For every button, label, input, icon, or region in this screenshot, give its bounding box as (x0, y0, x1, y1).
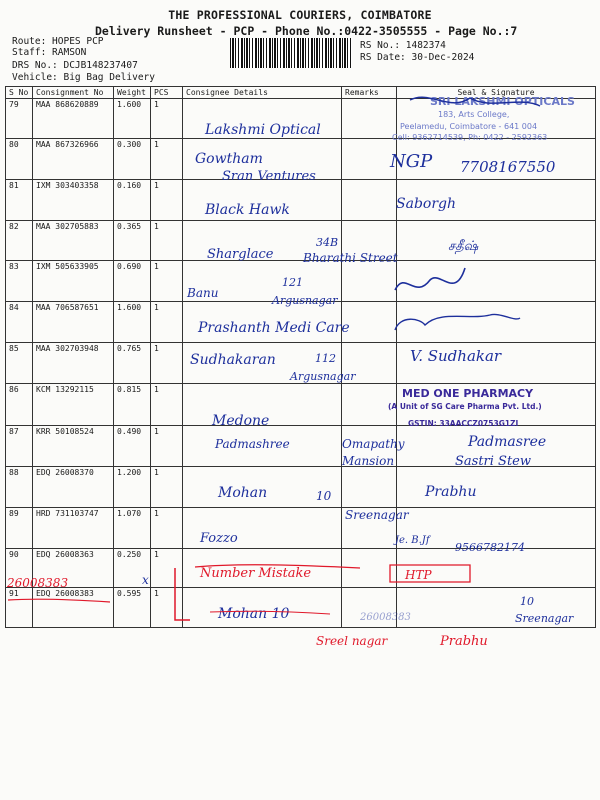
row-consignee (183, 384, 342, 426)
row-consignee (183, 180, 342, 221)
row-pcs: 1 (151, 343, 183, 384)
drs-label: DRS No.: DCJB148237407 (12, 60, 138, 71)
row-consignee (183, 588, 342, 628)
row-sno: 83 (6, 261, 33, 302)
row-seal (397, 99, 596, 139)
table-row (6, 221, 596, 261)
row-consignment: EDQ 26008363 (33, 549, 114, 588)
rs-date: RS Date: 30-Dec-2024 (360, 52, 475, 63)
row87-consignee: Padmashree (215, 437, 290, 451)
row-consignee (183, 221, 342, 261)
row-remarks (342, 508, 397, 549)
row90-cross-mark: x (142, 573, 149, 587)
col-seal: Seal & Signature (397, 87, 596, 99)
row83-door: 121 (282, 276, 303, 289)
table-row (6, 302, 596, 343)
row85-area: Argusnagar (290, 370, 356, 383)
row-weight: 0.815 (114, 384, 151, 426)
row-remarks (342, 302, 397, 343)
table-row (6, 139, 596, 180)
row-pcs: 1 (151, 99, 183, 139)
table-row (6, 508, 596, 549)
row-seal (397, 139, 596, 180)
row82-consignee: Sharglace (207, 247, 274, 262)
row-sno: 84 (6, 302, 33, 343)
row-seal (397, 426, 596, 467)
opticals-stamp-name: SRI LAKSHMI OPTICALS (430, 95, 575, 108)
row-seal (397, 180, 596, 221)
col-weight: Weight (114, 87, 151, 99)
row-sno: 88 (6, 467, 33, 508)
row-seal (397, 302, 596, 343)
row85-consignee: Sudhakaran (190, 352, 276, 368)
row88-signature: Prabhu (425, 484, 477, 500)
row82-door: 34B (316, 236, 339, 249)
row-remarks (342, 180, 397, 221)
row-weight: 0.765 (114, 343, 151, 384)
row-pcs: 1 (151, 221, 183, 261)
row-weight: 0.490 (114, 426, 151, 467)
table-row (6, 343, 596, 384)
opticals-stamp-line2: Peelamedu, Coimbatore - 641 004 (400, 122, 538, 131)
row88-consignee: Mohan (218, 485, 268, 501)
row91-consignee: Mohan 10 (218, 606, 290, 622)
row-remarks (342, 99, 397, 139)
row82-signature: சதீஷ் (448, 239, 479, 254)
col-remarks: Remarks (342, 87, 397, 99)
row-weight: 0.690 (114, 261, 151, 302)
row80-consignee-1: Gowtham (195, 151, 263, 167)
row-sno: 90 (6, 549, 33, 588)
row80-consignee-2: Sran Ventures (222, 169, 316, 184)
table-row (6, 180, 596, 221)
row79-consignee: Lakshmi Optical (205, 122, 321, 138)
row-sno: 79 (6, 99, 33, 139)
row-weight: 0.365 (114, 221, 151, 261)
col-consignment: Consignment No (33, 87, 114, 99)
row89-consignee: Fozzo (200, 531, 238, 546)
row-consignment: EDQ 26008383 (33, 588, 114, 628)
row90-htp: HTP (405, 568, 432, 582)
row-consignment: MAA 868620889 (33, 99, 114, 139)
pharmacy-stamp-line1: (A Unit of SG Care Pharma Pvt. Ltd.) (388, 402, 542, 411)
rs-number: RS No.: 1482374 (360, 40, 446, 51)
row-remarks (342, 139, 397, 180)
row-weight: 0.250 (114, 549, 151, 588)
row-consignee (183, 343, 342, 384)
row-consignee (183, 139, 342, 180)
row91-red-area: Sreel nagar (316, 634, 388, 648)
row-sno: 91 (6, 588, 33, 628)
row-consignee (183, 508, 342, 549)
table-row (6, 426, 596, 467)
row-sno: 86 (6, 384, 33, 426)
row-consignment: MAA 302705883 (33, 221, 114, 261)
row-seal (397, 384, 596, 426)
col-pcs: PCS (151, 87, 183, 99)
row-pcs: 1 (151, 549, 183, 588)
row-sno: 81 (6, 180, 33, 221)
row-consignee (183, 261, 342, 302)
row89-phone: 9566782174 (455, 541, 525, 554)
pharmacy-stamp-name: MED ONE PHARMACY (402, 387, 534, 400)
row86-consignee: Medone (212, 413, 270, 429)
row-weight: 1.200 (114, 467, 151, 508)
row-pcs: 1 (151, 426, 183, 467)
row91-door: 10 (520, 595, 534, 608)
row-seal (397, 343, 596, 384)
row89-signature: Je. B.Jf (395, 535, 430, 546)
row83-area: Argusnagar (272, 294, 338, 307)
col-sno: S No (6, 87, 33, 99)
row-sno: 87 (6, 426, 33, 467)
row-sno: 80 (6, 139, 33, 180)
row-seal (397, 467, 596, 508)
row85-door: 112 (315, 352, 336, 365)
vehicle-label: Vehicle: Big Bag Delivery (12, 72, 155, 83)
row90-remark: Number Mistake (200, 566, 312, 581)
row-remarks (342, 261, 397, 302)
row-consignment: MAA 706587651 (33, 302, 114, 343)
row-consignment: IXM 303403358 (33, 180, 114, 221)
row-consignment: MAA 867326966 (33, 139, 114, 180)
row-pcs: 1 (151, 384, 183, 426)
row-consignment: KCM 13292115 (33, 384, 114, 426)
row-consignment: EDQ 26008370 (33, 467, 114, 508)
row-remarks (342, 343, 397, 384)
row-consignment: MAA 302703948 (33, 343, 114, 384)
runsheet-table (5, 86, 596, 628)
row-pcs: 1 (151, 261, 183, 302)
row-pcs: 1 (151, 588, 183, 628)
table-row (6, 384, 596, 426)
row-pcs: 1 (151, 139, 183, 180)
staff-label: Staff: RAMSON (12, 47, 87, 58)
row-remarks (342, 588, 397, 628)
row87-signature: Padmasree (468, 434, 547, 450)
row88-area: Sreenagar (345, 508, 409, 522)
row-seal (397, 508, 596, 549)
row-consignment: KRR 50108524 (33, 426, 114, 467)
row-remarks (342, 384, 397, 426)
row-consignment: HRD 731103747 (33, 508, 114, 549)
row91-faded-number: 26008383 (360, 612, 411, 623)
row87-building-2: Mansion (342, 454, 395, 468)
row-seal (397, 261, 596, 302)
table-row (6, 261, 596, 302)
row83-consignee: Banu (187, 286, 219, 300)
row-consignee (183, 426, 342, 467)
table-header-row (6, 87, 596, 99)
runsheet-title: Delivery Runsheet - PCP - Phone No.:0422-3505555 - Page No.:7 (95, 24, 518, 38)
row-pcs: 1 (151, 302, 183, 343)
row88-door: 10 (316, 489, 332, 503)
row-weight: 0.595 (114, 588, 151, 628)
barcode (230, 38, 352, 68)
row80-phone: 7708167550 (460, 158, 556, 176)
row80-signature: NGP (390, 151, 433, 172)
row-seal (397, 588, 596, 628)
row-remarks (342, 426, 397, 467)
row-remarks (342, 467, 397, 508)
row-weight: 0.160 (114, 180, 151, 221)
table-row (6, 588, 596, 628)
row-consignee (183, 467, 342, 508)
row-seal (397, 221, 596, 261)
row-weight: 1.600 (114, 302, 151, 343)
table-row (6, 467, 596, 508)
row-consignee (183, 99, 342, 139)
opticals-stamp-line1: 183, Arts College, (438, 110, 510, 119)
row-weight: 1.600 (114, 99, 151, 139)
pharmacy-stamp-line2: GSTIN: 33AACCZ0753G1ZI (408, 419, 519, 428)
row82-street: Bharathi Street (303, 251, 398, 265)
table-row (6, 549, 596, 588)
row-weight: 0.300 (114, 139, 151, 180)
row-consignment: IXM 505633905 (33, 261, 114, 302)
row91-red-signature: Prabhu (440, 634, 488, 649)
row-weight: 1.070 (114, 508, 151, 549)
row-sno: 85 (6, 343, 33, 384)
col-consignee: Consignee Details (183, 87, 342, 99)
row85-signature: V. Sudhakar (410, 347, 502, 365)
row-pcs: 1 (151, 467, 183, 508)
row81-consignee: Black Hawk (205, 202, 290, 218)
opticals-stamp-line3: Cell: 9362714539, Ph: 0422 - 2592363 (392, 133, 548, 142)
table-row (6, 99, 596, 139)
row-remarks (342, 549, 397, 588)
row-consignee (183, 549, 342, 588)
row87-street: Sastri Stew (455, 454, 532, 469)
row-seal (397, 549, 596, 588)
row-remarks (342, 221, 397, 261)
route-label: Route: HOPES PCP (12, 36, 104, 47)
row87-building: Omapathy (342, 437, 405, 451)
row-sno: 89 (6, 508, 33, 549)
row84-consignee: Prashanth Medi Care (198, 320, 350, 336)
row-pcs: 1 (151, 180, 183, 221)
row81-signature: Saborgh (396, 196, 456, 212)
row-sno: 82 (6, 221, 33, 261)
row91-area: Sreenagar (515, 612, 574, 625)
row-consignee (183, 302, 342, 343)
row90-corrected-number: 26008383 (7, 576, 69, 590)
row-pcs: 1 (151, 508, 183, 549)
company-title: THE PROFESSIONAL COURIERS, COIMBATORE (168, 8, 432, 22)
